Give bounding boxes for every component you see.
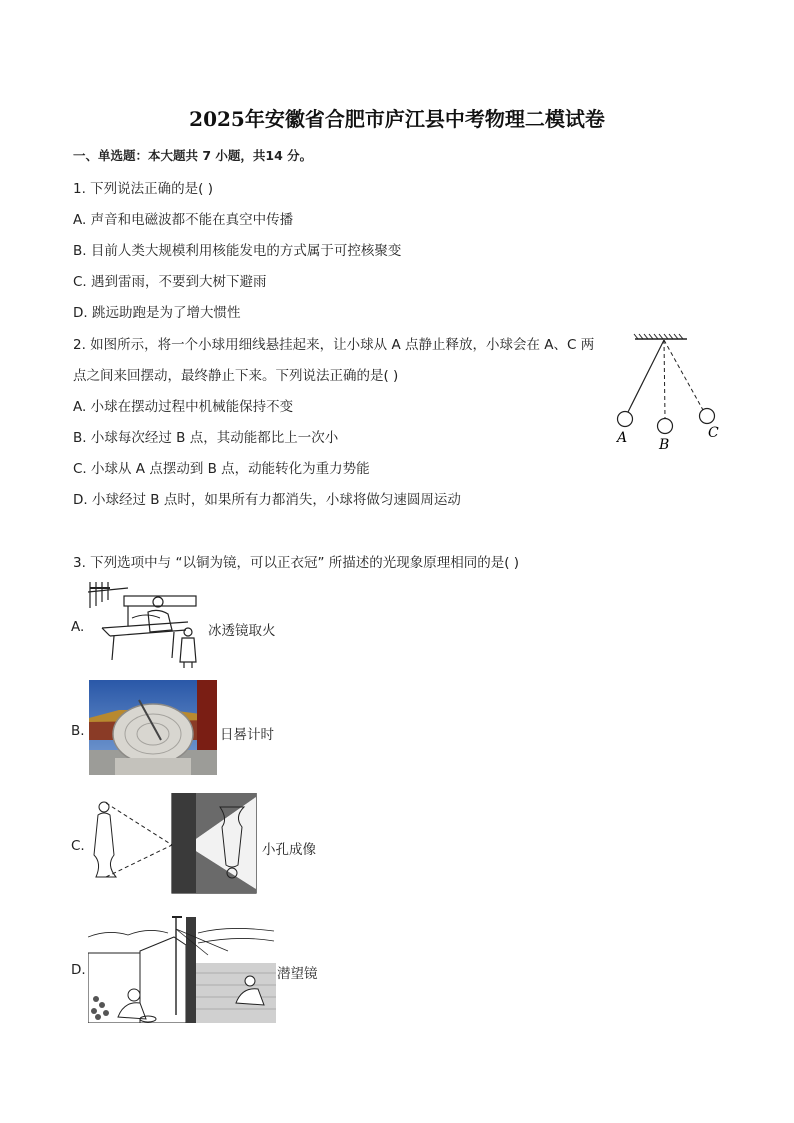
pinhole-camera-illustration xyxy=(88,793,258,895)
question-1-stem: 1. 下列说法正确的是( ) xyxy=(73,181,213,197)
question-1-option-a: A. 声音和电磁波都不能在真空中传播 xyxy=(73,212,294,228)
ball-c xyxy=(700,409,715,424)
question-2-option-c: C. 小球从 A 点摆动到 B 点，动能转化为重力势能 xyxy=(73,461,370,477)
question-1-option-c: C. 遇到雷雨，不要到大树下避雨 xyxy=(73,274,267,290)
ball-b xyxy=(658,419,673,434)
question-3-stem: 3. 下列选项中与 “以铜为镜，可以正衣冠” 所描述的光现象原理相同的是( ) xyxy=(73,555,520,571)
label-b: B xyxy=(659,437,670,453)
question-3-option-c-label: C. xyxy=(71,838,85,854)
question-3-option-a-label: A. xyxy=(71,619,85,635)
ice-lens-illustration xyxy=(88,578,206,670)
question-2-stem-line1: 2. 如图所示，将一个小球用细线悬挂起来，让小球从 A 点静止释放，小球会在 A、C 两 xyxy=(73,337,595,353)
question-2-option-d: D. 小球经过 B 点时，如果所有力都消失，小球将做匀速圆周运动 xyxy=(73,492,461,508)
question-2-stem-line2: 点之间来回摆动，最终静止下来。下列说法正确的是( ) xyxy=(73,368,399,384)
label-a: A xyxy=(617,430,628,446)
question-3-option-d-label: D. xyxy=(71,962,86,978)
question-3-option-d-caption: 潜望镜 xyxy=(277,966,318,982)
question-3-option-b-caption: 日晷计时 xyxy=(220,727,274,743)
periscope-illustration xyxy=(88,915,276,1023)
question-3-option-b-label: B. xyxy=(71,723,85,739)
question-2-option-a: A. 小球在摆动过程中机械能保持不变 xyxy=(73,399,294,415)
pendulum-diagram xyxy=(605,330,735,460)
section-heading: 一、单选题：本大题共 7 小题，共14 分。 xyxy=(73,148,313,163)
sundial-photo xyxy=(89,680,217,775)
question-1-option-b: B. 目前人类大规模利用核能发电的方式属于可控核聚变 xyxy=(73,243,402,259)
ball-a xyxy=(618,412,633,427)
label-c: C xyxy=(708,425,719,441)
question-3-option-c-caption: 小孔成像 xyxy=(262,842,316,858)
question-2-option-b: B. 小球每次经过 B 点，其动能都比上一次小 xyxy=(73,430,339,446)
page-title: 2025年安徽省合肥市庐江县中考物理二模试卷 xyxy=(189,107,605,131)
question-1-option-d: D. 跳远助跑是为了增大惯性 xyxy=(73,305,241,321)
question-3-option-a-caption: 冰透镜取火 xyxy=(208,623,276,639)
